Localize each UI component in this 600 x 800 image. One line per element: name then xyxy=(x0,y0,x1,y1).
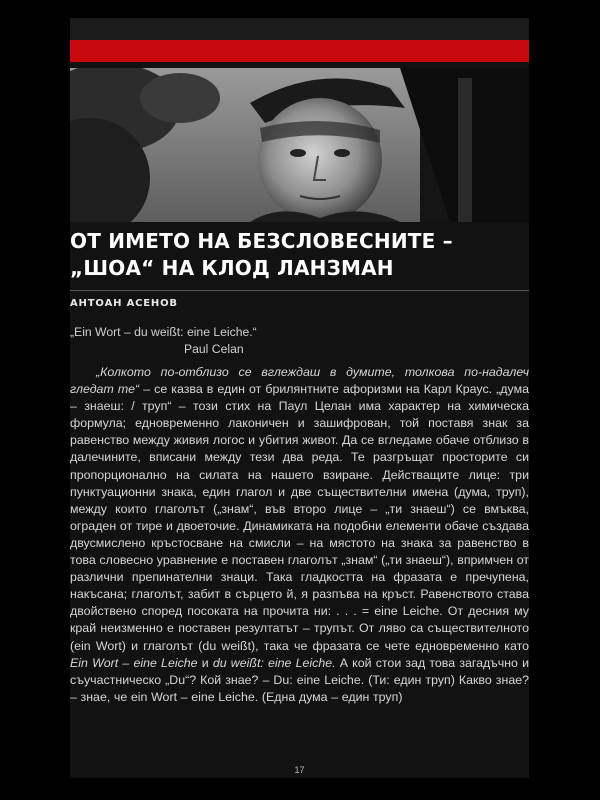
epigraph-quote: „Ein Wort – du weißt: eine Leiche.“ xyxy=(70,325,257,339)
article-page xyxy=(70,18,529,778)
page-number: 17 xyxy=(294,765,305,775)
body-paragraph xyxy=(70,364,529,706)
body-run: du weißt: eine Leiche. xyxy=(212,655,336,670)
author-name: АНТОАН АСЕНОВ xyxy=(70,298,178,309)
epigraph xyxy=(70,324,529,358)
title-line-1: ОТ ИМЕТО НА БЕЗСЛОВЕСНИТЕ – xyxy=(70,229,453,253)
portrait-photo xyxy=(70,68,529,222)
red-accent-band xyxy=(70,40,529,62)
epigraph-author: Paul Celan xyxy=(184,342,244,356)
body-run: А кой стои зад това загадъчно и съучастническо „Du“? Кой знае? – Du: eine Leiche. (Ти: един труп) Какво знае? – знае, че ein Wort – eine Leiche. (Една дума – един труп) xyxy=(70,655,530,704)
body-run: – се казва в един от брилянтните афоризми на Карл Краус. „дума – знаеш: / труп“ – този стих на Паул Целан има характер на химическа формула; едновременно лаконичен и зашифрован, той поставя знак за равенство между живия логос и убития живот. Да се вгледаме обаче отблизо в далечините, вписани между тези два реда. Те разгръщат просторите си пропорционално на силата на нашето взиране. Действащите лице: три пунктуационни знака, един глагол и две съществителни имена (дума, труп), между които глаголът („знам“, във второ лице – „ти знаеш“) се вмъква, ограден от тире и двоеточие. Динамиката на подобни елементи обаче създава двусмислено кръстосване на смисли – на мястото на знака за равенство в това словесно уравнение е поставен глаголът „знам“ („ти знаеш“), впримчен от различни препинателни знаци. Така гладкостта на фразата е пречупена, накъсана; глаголът, забит в сърцето й, я разпъва на кръст. Равенството става двойствено според посоката на прочита ни: . . . = eine Leiche. От десния му край неизменно е поставен резултатът – трупът. От ляво са съществителното (ein Wort) и глаголът (du weißt), така че фразата се чете едновременно като xyxy=(70,382,529,653)
body-run: „Колкото по-отблизо се вглеждаш в думите, толкова по-надалеч гледат те“ xyxy=(70,365,529,397)
title-line-2: „ШОА“ НА КЛОД ЛАНЗМАН xyxy=(70,256,394,280)
body-run: Ein Wort – eine Leiche xyxy=(70,655,198,670)
top-band xyxy=(70,18,529,40)
portrait-photo-graphic xyxy=(70,68,529,222)
article-title xyxy=(70,228,529,282)
title-divider xyxy=(70,290,529,291)
body-run: и xyxy=(197,655,213,670)
article-body xyxy=(70,364,529,706)
